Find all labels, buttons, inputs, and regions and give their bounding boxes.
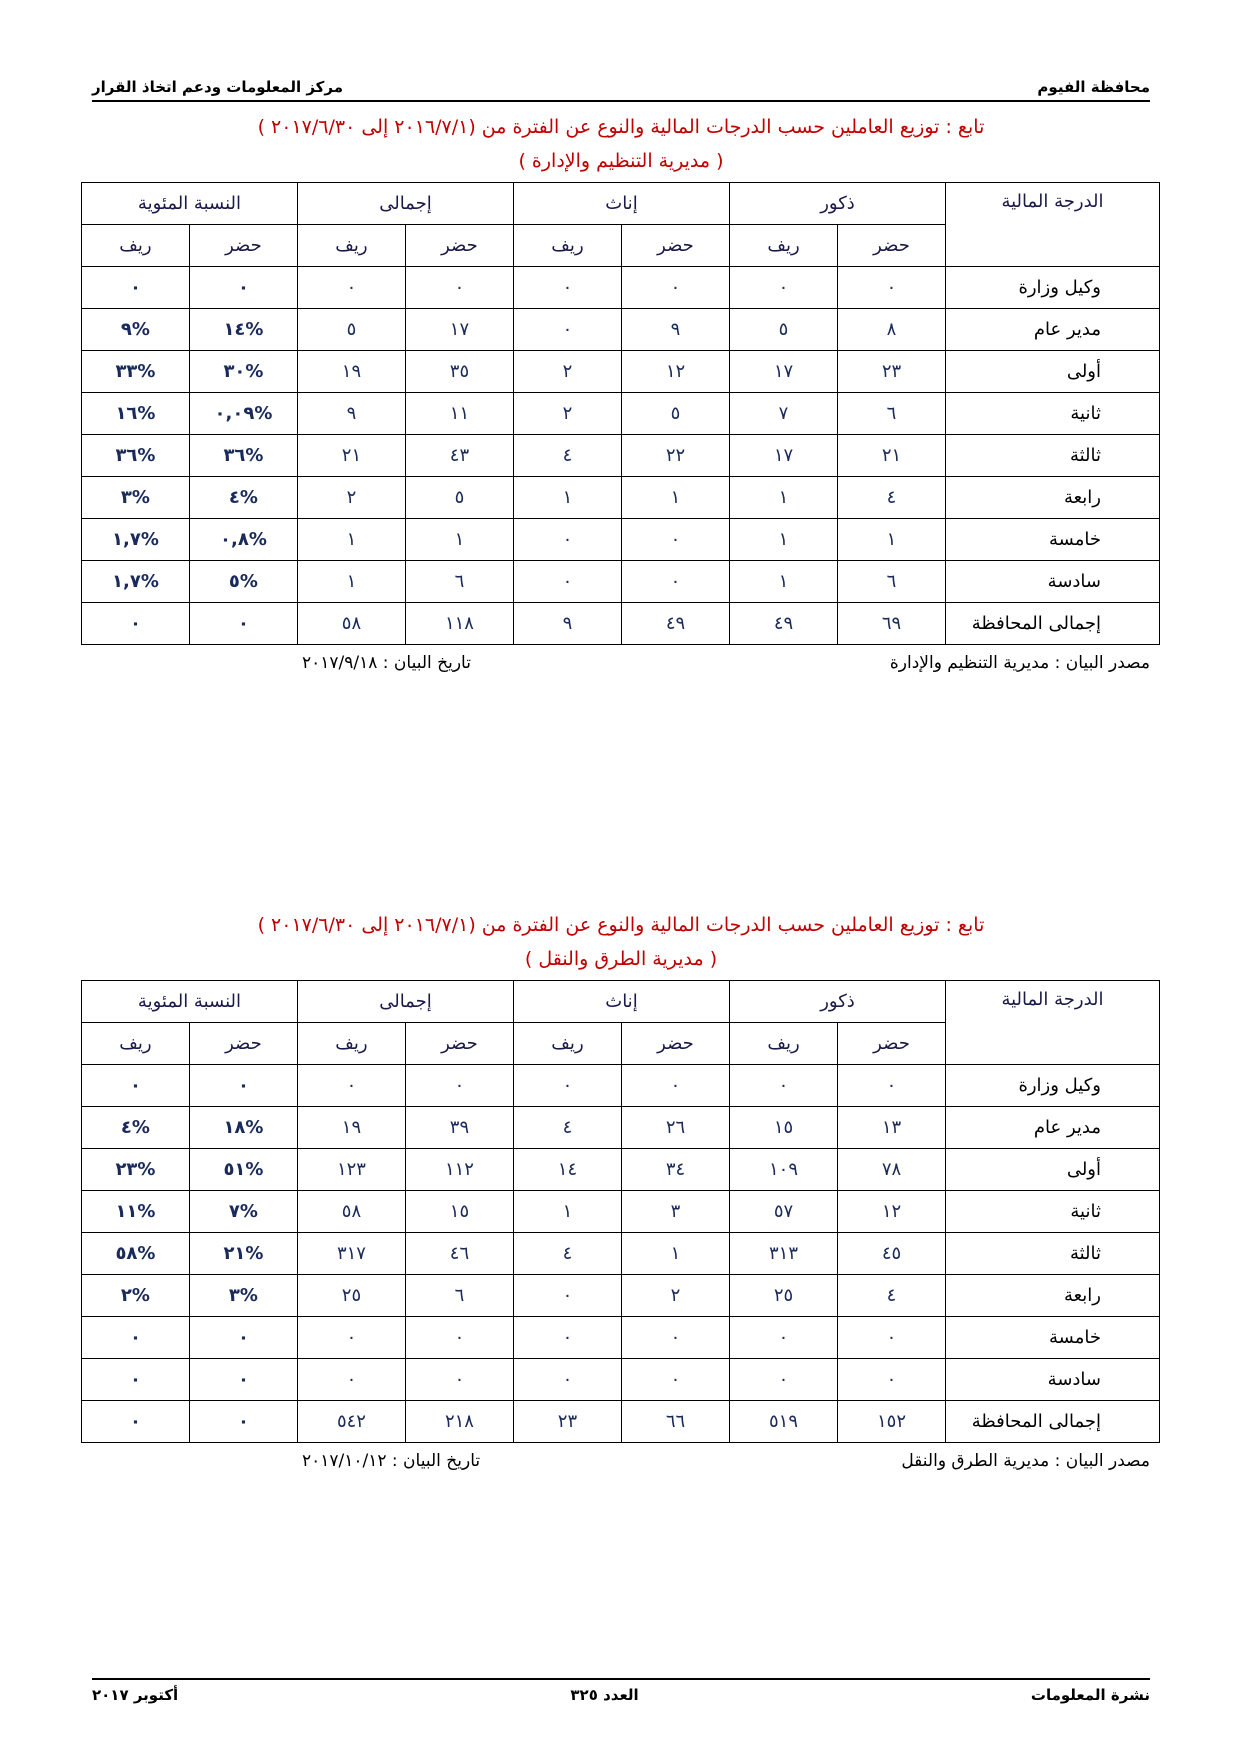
header-grade: الدرجة المالية [946, 183, 1160, 267]
value-cell: ٠ [513, 1065, 621, 1107]
value-cell: ٠ [621, 1317, 729, 1359]
value-cell: ٠ [297, 1317, 405, 1359]
header-rural: ريف [729, 1023, 837, 1065]
value-cell: ٢ [513, 351, 621, 393]
value-cell: ٣٤ [621, 1149, 729, 1191]
value-cell: ١ [405, 519, 513, 561]
value-cell: ١٤ [513, 1149, 621, 1191]
table-row [81, 561, 1159, 603]
table-row [81, 1149, 1159, 1191]
value-cell: ٥٨ [297, 603, 405, 645]
header-percentage: النسبة المئوية [81, 981, 297, 1023]
value-cell: ٠ [838, 1065, 946, 1107]
value-cell: ١٧ [729, 351, 837, 393]
value-cell: ٥٨ [297, 1191, 405, 1233]
value-cell: ٢٣ [513, 1401, 621, 1443]
value-cell: ٠ [297, 1359, 405, 1401]
value-cell: ٤ [838, 1275, 946, 1317]
header-rural: ريف [729, 225, 837, 267]
table-row [81, 477, 1159, 519]
value-cell: ٥ [297, 309, 405, 351]
employees-table [81, 980, 1160, 1443]
value-cell: ٠ [513, 561, 621, 603]
header-rural: ريف [81, 1023, 189, 1065]
value-cell: ٤٩ [621, 603, 729, 645]
header-urban: حضر [838, 225, 946, 267]
value-cell: ٠ [189, 1359, 297, 1401]
header-grade: الدرجة المالية [946, 981, 1160, 1065]
value-cell: ٣١٧ [297, 1233, 405, 1275]
value-cell: ٥ [405, 477, 513, 519]
table-meta [82, 653, 1160, 673]
value-cell: %١,٧ [81, 561, 189, 603]
value-cell: ٦٦ [621, 1401, 729, 1443]
grade-cell: ثانية [946, 1191, 1160, 1233]
value-cell: ١١٢ [405, 1149, 513, 1191]
grade-cell: أولى [946, 1149, 1160, 1191]
value-cell: ١١٨ [405, 603, 513, 645]
value-cell: ٦ [838, 393, 946, 435]
value-cell: ٧ [729, 393, 837, 435]
value-cell: ٠ [513, 1359, 621, 1401]
table-subtitle: ( مديرية التنظيم والإدارة ) [518, 150, 724, 172]
value-cell: ١٥٢ [838, 1401, 946, 1443]
header-rural: ريف [297, 1023, 405, 1065]
header-total: إجمالى [297, 981, 513, 1023]
grade-cell: مدير عام [946, 309, 1160, 351]
value-cell: %٥١ [189, 1149, 297, 1191]
value-cell: ٠ [513, 1275, 621, 1317]
value-cell: %٣٠ [189, 351, 297, 393]
table-row [81, 267, 1159, 309]
header-urban: حضر [621, 1023, 729, 1065]
table-row [81, 1359, 1159, 1401]
value-cell: ٠ [838, 1317, 946, 1359]
value-cell: %٣ [81, 477, 189, 519]
value-cell: %١٤ [189, 309, 297, 351]
data-source: مصدر البيان : مديرية الطرق والنقل [901, 1451, 1150, 1471]
value-cell: ٢ [297, 477, 405, 519]
value-cell: ٥١٩ [729, 1401, 837, 1443]
value-cell: ٧٨ [838, 1149, 946, 1191]
value-cell: ٠ [621, 1359, 729, 1401]
value-cell: ٣٩ [405, 1107, 513, 1149]
value-cell: ٠ [405, 1317, 513, 1359]
value-cell: ٥ [729, 309, 837, 351]
table-row [81, 1233, 1159, 1275]
value-cell: ٠ [729, 1359, 837, 1401]
value-cell: ١ [621, 1233, 729, 1275]
value-cell: ٠ [81, 1317, 189, 1359]
value-cell: ٢ [513, 393, 621, 435]
header-governorate: محافظة الفيوم [1037, 78, 1150, 96]
value-cell: ٠ [729, 1317, 837, 1359]
value-cell: ٩ [513, 603, 621, 645]
value-cell: ١٩ [297, 1107, 405, 1149]
value-cell: ٤٣ [405, 435, 513, 477]
grade-cell: رابعة [946, 1275, 1160, 1317]
value-cell: ٠ [513, 309, 621, 351]
data-date: تاريخ البيان : ٢٠١٧/٩/١٨ [302, 653, 471, 673]
value-cell: %٢ [81, 1275, 189, 1317]
value-cell: ٩ [297, 393, 405, 435]
table-row [81, 351, 1159, 393]
value-cell: ٨ [838, 309, 946, 351]
value-cell: ١٥ [405, 1191, 513, 1233]
value-cell: %١٨ [189, 1107, 297, 1149]
grade-cell: إجمالى المحافظة [946, 1401, 1160, 1443]
value-cell: ١٣ [838, 1107, 946, 1149]
header-urban: حضر [621, 225, 729, 267]
value-cell: ٠ [189, 1317, 297, 1359]
header-rural: ريف [513, 225, 621, 267]
table-body [81, 1065, 1159, 1443]
value-cell: ١ [729, 519, 837, 561]
value-cell: %٧ [189, 1191, 297, 1233]
value-cell: ١ [729, 477, 837, 519]
value-cell: %٣٦ [81, 435, 189, 477]
value-cell: ١ [297, 519, 405, 561]
table-body [81, 267, 1159, 645]
value-cell: ٠ [81, 1065, 189, 1107]
header-total: إجمالى [297, 183, 513, 225]
grade-cell: خامسة [946, 1317, 1160, 1359]
value-cell: ٠ [838, 1359, 946, 1401]
footer-bulletin: نشرة المعلومات [1030, 1686, 1150, 1704]
header-rural: ريف [81, 225, 189, 267]
value-cell: ٢ [621, 1275, 729, 1317]
value-cell: %٤ [189, 477, 297, 519]
value-cell: ١٥ [729, 1107, 837, 1149]
value-cell: ٥٤٢ [297, 1401, 405, 1443]
grade-cell: سادسة [946, 561, 1160, 603]
value-cell: ٠ [838, 267, 946, 309]
grade-cell: ثالثة [946, 1233, 1160, 1275]
value-cell: ٤ [513, 1233, 621, 1275]
grade-cell: مدير عام [946, 1107, 1160, 1149]
value-cell: ٥ [621, 393, 729, 435]
value-cell: %١٦ [81, 393, 189, 435]
value-cell: ٣٥ [405, 351, 513, 393]
grade-cell: رابعة [946, 477, 1160, 519]
value-cell: ٠ [189, 267, 297, 309]
value-cell: ٠ [621, 519, 729, 561]
value-cell: ٠ [405, 267, 513, 309]
value-cell: ٢١ [297, 435, 405, 477]
value-cell: ١ [621, 477, 729, 519]
table-row [81, 1317, 1159, 1359]
value-cell: ٢٥ [729, 1275, 837, 1317]
header-urban: حضر [189, 1023, 297, 1065]
value-cell: ٤٥ [838, 1233, 946, 1275]
value-cell: ١١ [405, 393, 513, 435]
value-cell: %٥ [189, 561, 297, 603]
value-cell: ١ [729, 561, 837, 603]
value-cell: ٣ [621, 1191, 729, 1233]
header-females: إناث [513, 183, 729, 225]
value-cell: ٠ [189, 1401, 297, 1443]
value-cell: ٠ [621, 1065, 729, 1107]
header-males: ذكور [729, 183, 945, 225]
value-cell: ٢٥ [297, 1275, 405, 1317]
header-center: مركز المعلومات ودعم اتخاذ القرار [92, 78, 344, 96]
value-cell: ٣١٣ [729, 1233, 837, 1275]
value-cell: ٤٩ [729, 603, 837, 645]
table-title: تابع : توزيع العاملين حسب الدرجات المالية والنوع عن الفترة من (٢٠١٦/٧/١ إلى ٢٠١٧/٦/٣٠ ) [257, 116, 985, 138]
footer-issue: العدد ٣٢٥ [570, 1686, 639, 1704]
header-urban: حضر [189, 225, 297, 267]
value-cell: ١ [838, 519, 946, 561]
header-urban: حضر [405, 225, 513, 267]
value-cell: ١٩ [297, 351, 405, 393]
employees-table [81, 182, 1160, 645]
value-cell: ٢١ [838, 435, 946, 477]
table-title: تابع : توزيع العاملين حسب الدرجات المالية والنوع عن الفترة من (٢٠١٦/٧/١ إلى ٢٠١٧/٦/٣٠ ) [257, 914, 985, 936]
table-row [81, 603, 1159, 645]
value-cell: ٢٣ [838, 351, 946, 393]
value-cell: ١٢٣ [297, 1149, 405, 1191]
table-row [81, 1401, 1159, 1443]
value-cell: ٠ [81, 603, 189, 645]
data-source: مصدر البيان : مديرية التنظيم والإدارة [889, 653, 1150, 673]
header-males: ذكور [729, 981, 945, 1023]
value-cell: %٥٨ [81, 1233, 189, 1275]
value-cell: ٠ [297, 1065, 405, 1107]
grade-cell: خامسة [946, 519, 1160, 561]
value-cell: %٢١ [189, 1233, 297, 1275]
value-cell: %١١ [81, 1191, 189, 1233]
value-cell: ٠ [405, 1065, 513, 1107]
value-cell: ١ [297, 561, 405, 603]
value-cell: ٢٦ [621, 1107, 729, 1149]
value-cell: ٤ [513, 435, 621, 477]
value-cell: ٠ [81, 1359, 189, 1401]
value-cell: ٦ [405, 1275, 513, 1317]
grade-cell: وكيل وزارة [946, 1065, 1160, 1107]
value-cell: ٢١٨ [405, 1401, 513, 1443]
table-row [81, 393, 1159, 435]
grade-cell: وكيل وزارة [946, 267, 1160, 309]
grade-cell: سادسة [946, 1359, 1160, 1401]
value-cell: ٠ [189, 603, 297, 645]
value-cell: ٤٦ [405, 1233, 513, 1275]
value-cell: ٠ [729, 267, 837, 309]
value-cell: ٩ [621, 309, 729, 351]
value-cell: ١٢ [621, 351, 729, 393]
value-cell: ٠ [729, 1065, 837, 1107]
data-date: تاريخ البيان : ٢٠١٧/١٠/١٢ [302, 1451, 481, 1471]
footer-date: أكتوبر ٢٠١٧ [92, 1686, 179, 1704]
value-cell: ٤ [513, 1107, 621, 1149]
value-cell: ٦٩ [838, 603, 946, 645]
header-rural: ريف [297, 225, 405, 267]
value-cell: %٣٣ [81, 351, 189, 393]
table-row [81, 1065, 1159, 1107]
value-cell: %٣٦ [189, 435, 297, 477]
value-cell: ١٠٩ [729, 1149, 837, 1191]
value-cell: ٠ [513, 519, 621, 561]
header-rural: ريف [513, 1023, 621, 1065]
grade-cell: إجمالى المحافظة [946, 603, 1160, 645]
value-cell: ١٢ [838, 1191, 946, 1233]
page-footer [92, 1678, 1150, 1708]
value-cell: %٠,٨ [189, 519, 297, 561]
header-urban: حضر [838, 1023, 946, 1065]
value-cell: %٩ [81, 309, 189, 351]
value-cell: ٢٢ [621, 435, 729, 477]
value-cell: ٠ [621, 267, 729, 309]
value-cell: %٢٣ [81, 1149, 189, 1191]
table-subtitle: ( مديرية الطرق والنقل ) [524, 948, 718, 970]
value-cell: ٠ [405, 1359, 513, 1401]
value-cell: ٦ [838, 561, 946, 603]
table-meta [82, 1451, 1160, 1471]
value-cell: %١,٧ [81, 519, 189, 561]
value-cell: ١٧ [729, 435, 837, 477]
table-row [81, 1275, 1159, 1317]
section-administration [82, 110, 1160, 673]
value-cell: ٠ [513, 1317, 621, 1359]
value-cell: ٠ [621, 561, 729, 603]
value-cell: ٠ [81, 267, 189, 309]
grade-cell: ثالثة [946, 435, 1160, 477]
value-cell: ٠ [189, 1065, 297, 1107]
value-cell: %٠,٠٩ [189, 393, 297, 435]
grade-cell: ثانية [946, 393, 1160, 435]
value-cell: ١ [513, 1191, 621, 1233]
value-cell: ٦ [405, 561, 513, 603]
value-cell: ٥٧ [729, 1191, 837, 1233]
table-row [81, 435, 1159, 477]
value-cell: ٠ [81, 1401, 189, 1443]
table-row [81, 309, 1159, 351]
value-cell: ٤ [838, 477, 946, 519]
header-females: إناث [513, 981, 729, 1023]
table-row [81, 1191, 1159, 1233]
header-percentage: النسبة المئوية [81, 183, 297, 225]
value-cell: ٠ [513, 267, 621, 309]
value-cell: ١٧ [405, 309, 513, 351]
table-row [81, 1107, 1159, 1149]
header-urban: حضر [405, 1023, 513, 1065]
value-cell: %٣ [189, 1275, 297, 1317]
page-header [92, 78, 1150, 102]
grade-cell: أولى [946, 351, 1160, 393]
value-cell: ١ [513, 477, 621, 519]
section-roads-transport [82, 908, 1160, 1471]
table-row [81, 519, 1159, 561]
value-cell: %٤ [81, 1107, 189, 1149]
value-cell: ٠ [297, 267, 405, 309]
